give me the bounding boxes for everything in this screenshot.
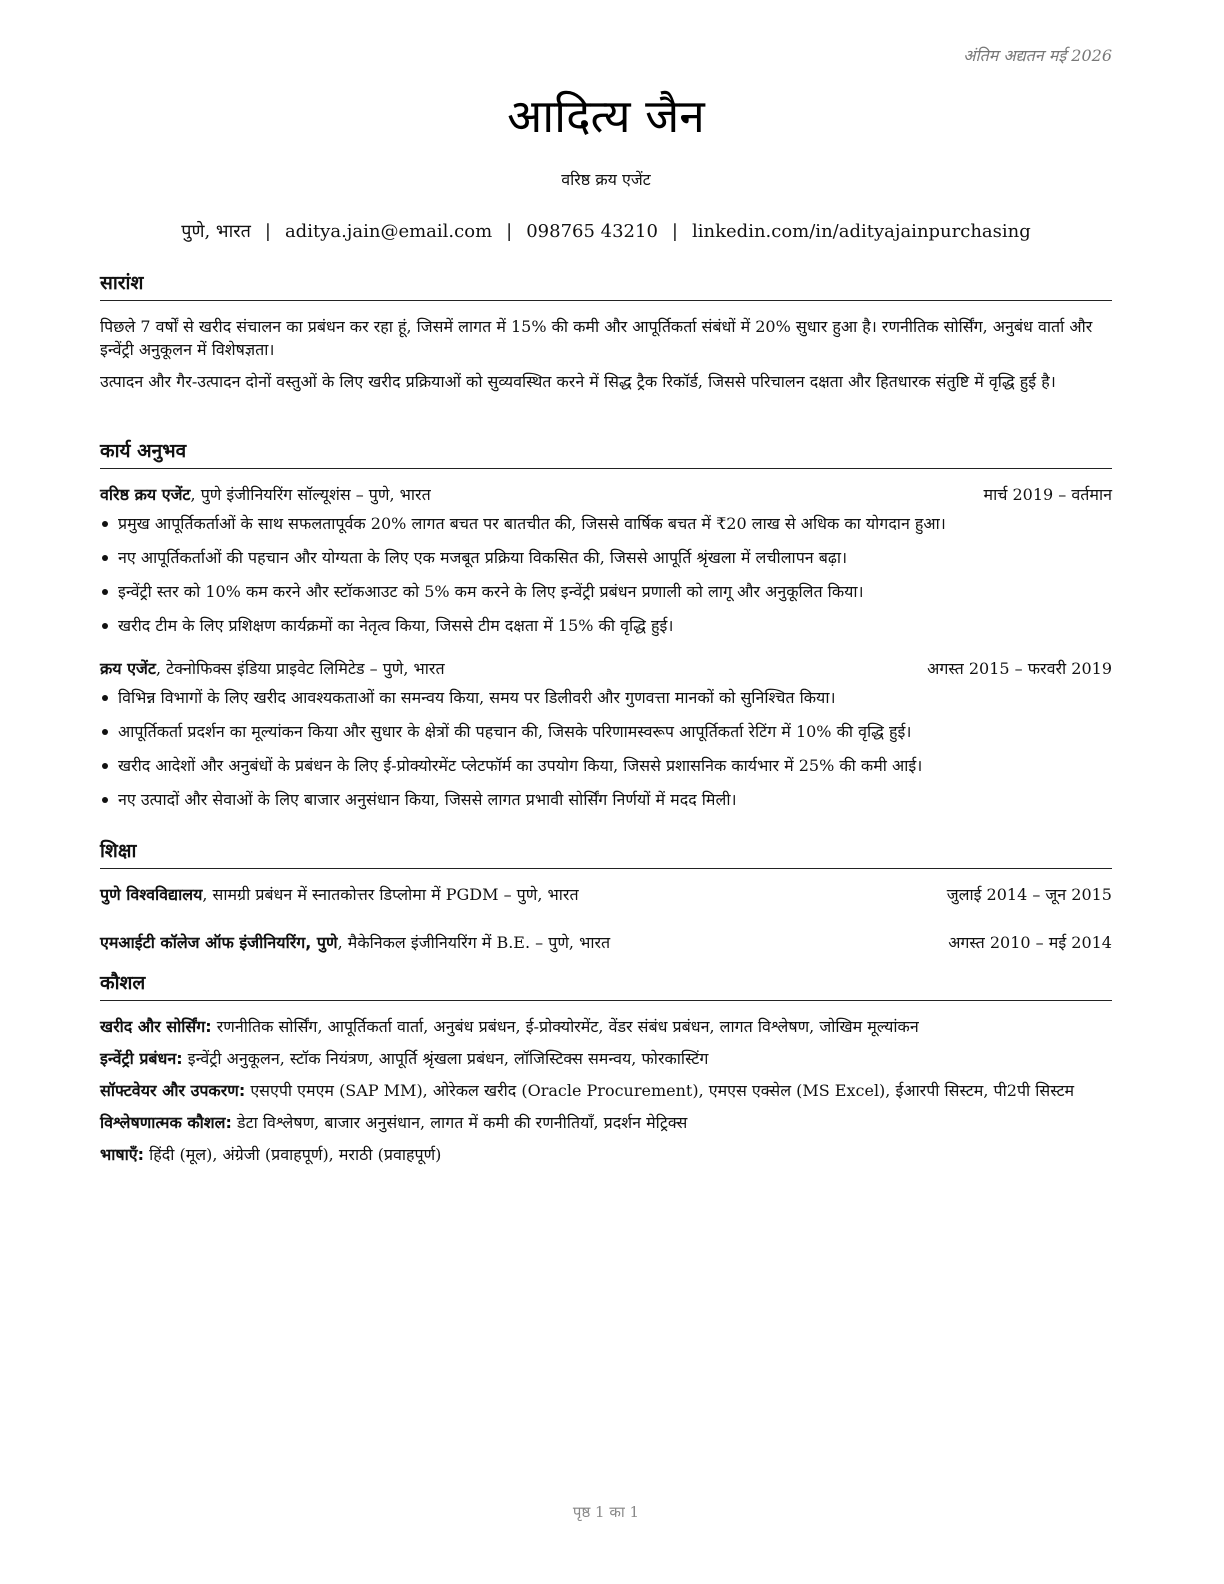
list-item: आपूर्तिकर्ता प्रदर्शन का मूल्यांकन किया और सुधार के क्षेत्रों की पहचान की, जिसके परिणामस्वरूप आपूर्तिकर्ता रेटिंग में 10% की वृद्धि हुई। (100, 715, 1112, 749)
list-item: खरीद आदेशों और अनुबंधों के प्रबंधन के लिए ई-प्रोक्योरमेंट प्लेटफॉर्म का उपयोग किया, जिससे प्रशासनिक कार्यभार में 25% की कमी आई। (100, 749, 1112, 783)
last-updated: अंतिम अद्यतन मई 2026 (963, 46, 1112, 65)
section-title-experience: कार्य अनुभव (100, 438, 1112, 469)
list-item: इन्वेंट्री स्तर को 10% कम करने और स्टॉकआउट को 5% कम करने के लिए इन्वेंट्री प्रबंधन प्रणाली को लागू और अनुकूलित किया। (100, 575, 1112, 609)
location: पुणे, भारत (181, 221, 251, 242)
separator: | (671, 221, 678, 242)
candidate-name: आदित्य जैन (507, 89, 705, 143)
skill-value: इन्वेंट्री अनुकूलन, स्टॉक नियंत्रण, आपूर्ति श्रृंखला प्रबंधन, लॉजिस्टिक्स समन्वय, फोरकास्टिंग (182, 1049, 709, 1068)
list-item: नए आपूर्तिकर्ताओं की पहचान और योग्यता के लिए एक मजबूत प्रक्रिया विकसित की, जिससे आपूर्ति श्रृंखला में लचीलापन बढ़ा। (100, 541, 1112, 575)
education-entry (100, 931, 1112, 955)
education-dates: अगस्त 2010 – मई 2014 (948, 933, 1112, 952)
skill-value: डेटा विश्लेषण, बाजार अनुसंधान, लागत में कमी की रणनीतियाँ, प्रदर्शन मेट्रिक्स (231, 1113, 688, 1132)
list-item: खरीद टीम के लिए प्रशिक्षण कार्यक्रमों का नेतृत्व किया, जिससे टीम दक्षता में 15% की वृद्धि हुई। (100, 609, 1112, 643)
separator: | (506, 221, 513, 242)
job-role: क्रय एजेंट (100, 659, 156, 678)
summary-section (100, 270, 1112, 393)
skill-label: इन्वेंट्री प्रबंधन: (100, 1049, 183, 1068)
skill-row (100, 1015, 1112, 1038)
skill-row (100, 1047, 1112, 1070)
degree-detail: , सामग्री प्रबंधन में स्नातकोत्तर डिप्लोमा में PGDM – पुणे, भारत (202, 885, 579, 904)
email-link[interactable]: aditya.jain@email.com (284, 221, 493, 242)
skill-value: हिंदी (मूल), अंग्रेजी (प्रवाहपूर्ण), मराठी (प्रवाहपूर्ण) (144, 1145, 442, 1164)
skill-value: रणनीतिक सोर्सिंग, आपूर्तिकर्ता वार्ता, अनुबंध प्रबंधन, ई-प्रोक्योरमेंट, वेंडर संबंध प्रबंधन, लागत विश्लेषण, जोखिम मूल्यांकन (211, 1017, 919, 1036)
skill-value: एसएपी एमएम (SAP MM), ओरेकल खरीद (Oracle Procurement), एमएस एक्सेल (MS Excel), ईआरपी सिस्टम, पी2पी सिस्टम (245, 1081, 1075, 1100)
job-title: वरिष्ठ क्रय एजेंट (561, 170, 651, 189)
education-dates: जुलाई 2014 – जून 2015 (946, 885, 1112, 904)
job-header (100, 483, 1112, 507)
contact-line (100, 219, 1112, 243)
skill-row (100, 1111, 1112, 1134)
linkedin-link[interactable]: linkedin.com/in/adityajainpurchasing (692, 221, 1031, 242)
section-title-education: शिक्षा (100, 838, 1112, 869)
section-title-skills: कौशल (100, 970, 1112, 1001)
job-bullets (100, 681, 1112, 817)
resume-page (100, 0, 1112, 1584)
job-entry (100, 657, 1112, 817)
job-org: , पुणे इंजीनियरिंग सॉल्यूशंस – पुणे, भारत (190, 485, 431, 504)
page-number: पृष्ठ 1 का 1 (572, 1503, 640, 1521)
job-dates: मार्च 2019 – वर्तमान (983, 485, 1112, 504)
skill-label: सॉफ्टवेयर और उपकरण: (100, 1081, 246, 1100)
section-title-summary: सारांश (100, 270, 1112, 301)
summary-paragraph: उत्पादन और गैर-उत्पादन दोनों वस्तुओं के लिए खरीद प्रक्रियाओं को सुव्यवस्थित करने में सिद्ध ट्रैक रिकॉर्ड, जिससे परिचालन दक्षता और हितधारक संतुष्टि में वृद्धि हुई है। (100, 372, 1056, 391)
skill-label: खरीद और सोर्सिंग: (100, 1017, 212, 1036)
summary-paragraph: पिछले 7 वर्षों से खरीद संचालन का प्रबंधन कर रहा हूं, जिसमें लागत में 15% की कमी और आपूर्तिकर्ता संबंधों में 20% सुधार हुआ है। रणनीतिक सोर्सिंग, अनुबंध वार्ता और इन्वेंट्री अनुकूलन में विशेषज्ञता। (100, 317, 1093, 359)
skill-label: विश्लेषणात्मक कौशल: (100, 1113, 232, 1132)
experience-section (100, 438, 1112, 817)
job-bullets (100, 507, 1112, 643)
job-role: वरिष्ठ क्रय एजेंट (100, 485, 191, 504)
education-section (100, 838, 1112, 955)
phone: 098765 43210 (526, 221, 658, 242)
degree-detail: , मैकेनिकल इंजीनियरिंग में B.E. – पुणे, भारत (337, 933, 611, 952)
job-entry (100, 483, 1112, 643)
job-dates: अगस्त 2015 – फरवरी 2019 (927, 659, 1112, 678)
skill-label: भाषाएँ: (100, 1145, 145, 1164)
list-item: नए उत्पादों और सेवाओं के लिए बाजार अनुसंधान किया, जिससे लागत प्रभावी सोर्सिंग निर्णयों में मदद मिली। (100, 783, 1112, 817)
school-name: पुणे विश्वविद्यालय (100, 885, 203, 904)
separator: | (264, 221, 271, 242)
skill-row (100, 1143, 1112, 1166)
skill-row (100, 1079, 1112, 1102)
skills-section (100, 970, 1112, 1175)
list-item: प्रमुख आपूर्तिकर्ताओं के साथ सफलतापूर्वक 20% लागत बचत पर बातचीत की, जिससे वार्षिक बचत में ₹20 लाख से अधिक का योगदान हुआ। (100, 507, 1112, 541)
job-org: , टेक्नोफिक्स इंडिया प्राइवेट लिमिटेड – पुणे, भारत (155, 659, 445, 678)
school-name: एमआईटी कॉलेज ऑफ इंजीनियरिंग, पुणे (100, 933, 338, 952)
education-entry (100, 883, 1112, 907)
job-header (100, 657, 1112, 681)
list-item: विभिन्न विभागों के लिए खरीद आवश्यकताओं का समन्वय किया, समय पर डिलीवरी और गुणवत्ता मानकों को सुनिश्चित किया। (100, 681, 1112, 715)
